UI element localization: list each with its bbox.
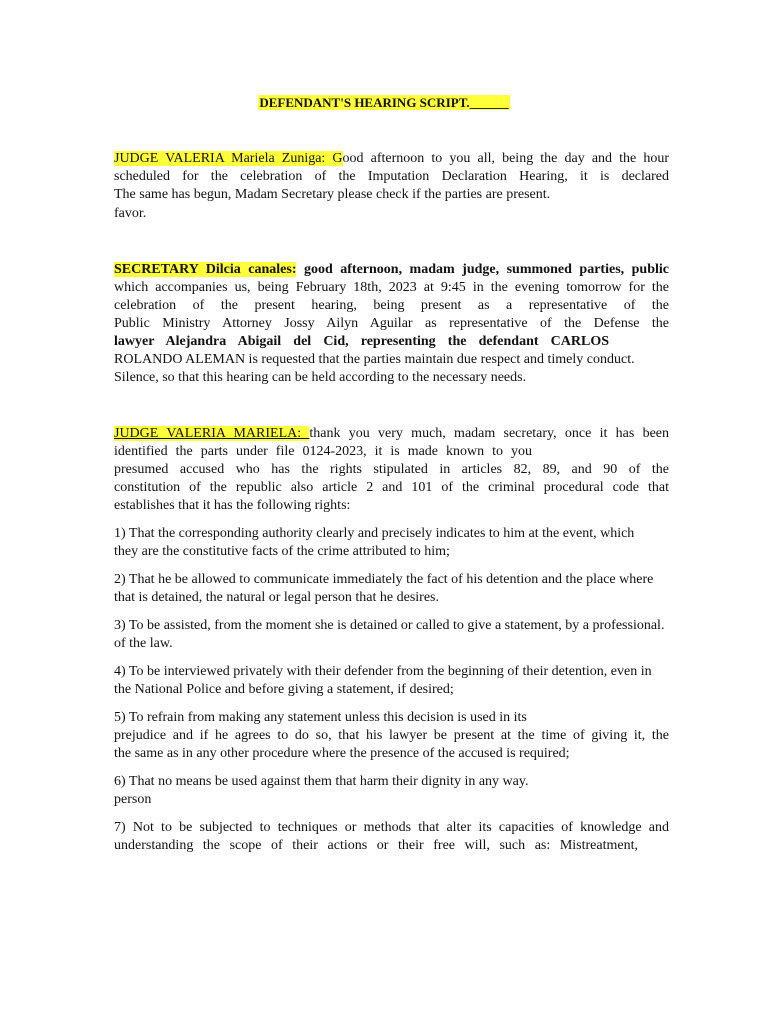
p1-line-3: The same has begun, Madam Secretary please check if the parties are present. [114,187,551,202]
p3-line-2: identified the parts under file 0124-2023, it is made known to you [114,444,532,459]
speaker-judge-mariela: JUDGE VALERIA MARIELA: [114,426,310,441]
right-5-line-2: prejudice and if he agrees to do so, that his lawyer be present at the time of giving it, the [114,728,669,743]
p3-line-1 [114,425,669,443]
p1-line-2: scheduled for the celebration of the Imputation Declaration Hearing, it is declared [114,169,669,184]
speaker-judge: JUDGE VALERIA Mariela Zuniga: G [114,151,343,166]
p2-line-7: Silence, so that this hearing can be held according to the necessary needs. [114,370,527,385]
right-7-line-1: 7) Not to be subjected to techniques or methods that alter its capacities of knowledge and [114,820,669,835]
p1-line-1-text: ood afternoon to you all, being the day and the hour [342,151,669,166]
right-2-line-2: that is detained, the natural or legal person that he desires. [114,590,440,605]
right-6-line-1: 6) That no means be used against them that harm their dignity in any way. [114,774,529,789]
p2-line-2: which accompanies us, being February 18th, 2023 at 9:45 in the evening tomorrow for the [114,280,669,295]
right-7-line-2: understanding the scope of their actions or their free will, such as: Mistreatment, [114,838,638,853]
speaker-secretary: SECRETARY Dilcia canales: [114,262,297,277]
right-3-line-2: of the law. [114,636,173,651]
p3-line-4: constitution of the republic also article 2 and 101 of the criminal procedural code that [114,480,669,495]
p1-line-4: favor. [114,206,147,221]
document-title [0,95,768,111]
p2-line-4: Public Ministry Attorney Jossy Ailyn Aguilar as representative of the Defense the [114,316,669,331]
right-3-line-1: 3) To be assisted, from the moment she is detained or called to give a statement, by a professional. [114,618,665,633]
p2-line-6: ROLANDO ALEMAN is requested that the parties maintain due respect and timely conduct. [114,352,635,367]
p3-line-5: establishes that it has the following rights: [114,498,351,513]
p1-line-1 [114,150,669,168]
right-5-line-1: 5) To refrain from making any statement unless this decision is used in its [114,710,527,725]
p2-line-1-text: good afternoon, madam judge, summoned parties, public [296,262,669,277]
right-4-line-2: the National Police and before giving a statement, if desired; [114,682,454,697]
p2-line-5: lawyer Alejandra Abigail del Cid, representing the defendant CARLOS [114,334,609,349]
right-1-line-2: they are the constitutive facts of the crime attributed to him; [114,544,450,559]
right-5-line-3: the same as in any other procedure where the presence of the accused is required; [114,746,570,761]
p3-line-1-text: thank you very much, madam secretary, once it has been [309,426,669,441]
title-text: DEFENDANT'S HEARING SCRIPT.______ [259,95,509,110]
right-2-line-1: 2) That he be allowed to communicate immediately the fact of his detention and the place where [114,572,654,587]
right-1-line-1: 1) That the corresponding authority clearly and precisely indicates to him at the event, which [114,526,635,541]
right-6-line-2: person [114,792,152,807]
p2-line-3: celebration of the present hearing, being present as a representative of the [114,298,669,313]
p3-line-3: presumed accused who has the rights stipulated in articles 82, 89, and 90 of the [114,462,669,477]
p2-line-1 [114,261,669,279]
right-4-line-1: 4) To be interviewed privately with their defender from the beginning of their detention, even in [114,664,652,679]
